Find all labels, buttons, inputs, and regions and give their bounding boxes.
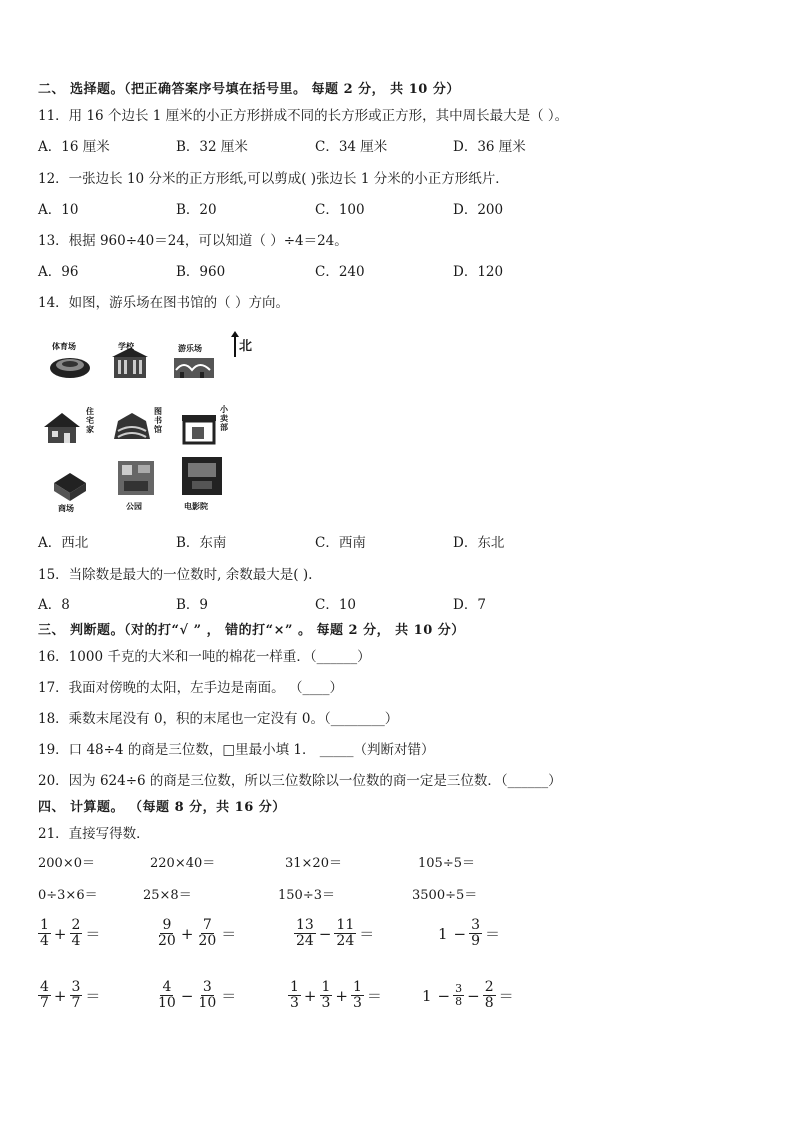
label-cinema: 电影院 <box>184 502 208 511</box>
q11-option-d: D．36 厘米 <box>453 139 526 155</box>
fraction-denominator: 8 <box>455 995 463 1009</box>
fraction-numerator: 3 <box>471 917 481 933</box>
fraction <box>469 918 482 950</box>
fraction-expr-5 <box>38 980 103 1012</box>
q12-option-d: D．200 <box>453 202 504 218</box>
label-amusement-park: 游乐场 <box>178 344 202 353</box>
fraction-denominator: 10 <box>198 995 217 1012</box>
question-21: 21．直接写得数． <box>38 826 150 842</box>
fraction <box>294 918 316 950</box>
q15-option-a: A．8 <box>38 597 70 613</box>
math-operator: − <box>180 986 194 1005</box>
calc-8: 3500÷5＝ <box>412 888 478 903</box>
q14-option-b: B．东南 <box>176 535 227 551</box>
question-15: 15．当除数是最大的一位数时, 余数最大是( ). <box>38 567 313 583</box>
home-icon <box>40 405 88 447</box>
fraction-numerator: 1 <box>40 917 49 933</box>
calc-4: 105÷5＝ <box>418 856 475 871</box>
calc-6: 25×8＝ <box>143 888 192 903</box>
fraction <box>334 918 356 950</box>
fraction-numerator: 1 <box>290 979 299 995</box>
question-14: 14．如图，游乐场在图书馆的（ ）方向。 <box>38 295 289 311</box>
math-operator: − <box>467 986 480 1005</box>
fraction <box>38 918 51 950</box>
math-operator: 1 <box>438 924 448 943</box>
calc-7: 150÷3＝ <box>278 888 335 903</box>
calc-2: 220×40＝ <box>150 856 216 871</box>
shop-icon <box>176 405 224 447</box>
fraction-denominator: 10 <box>158 995 176 1012</box>
q13-option-d: D．120 <box>453 264 504 280</box>
fraction-numerator: 3 <box>71 979 81 995</box>
math-operator: ＝ <box>221 925 237 944</box>
label-home: 住宅家 <box>86 407 94 435</box>
label-park: 公园 <box>126 502 142 511</box>
question-16: 16．1000 千克的大米和一吨的棉花一样重．（______） <box>38 649 371 665</box>
q14-option-d: D．东北 <box>453 535 505 551</box>
fraction-denominator: 3 <box>321 995 331 1012</box>
q14-option-a: A．西北 <box>38 535 89 551</box>
fraction <box>70 980 83 1012</box>
q13-option-a: A．96 <box>38 264 79 280</box>
label-school: 学校 <box>118 342 134 351</box>
question-13: 13．根据 960÷40＝24，可以知道（ ）÷4＝24。 <box>38 233 348 249</box>
fraction-expr-2 <box>156 918 239 950</box>
label-stadium: 体育场 <box>52 342 76 351</box>
math-operator: ＝ <box>85 987 101 1006</box>
q15-option-b: B．9 <box>176 597 209 613</box>
fraction-denominator: 9 <box>471 933 481 950</box>
fraction-denominator: 24 <box>336 933 355 950</box>
math-operator: − <box>453 924 467 943</box>
fraction <box>320 980 333 1012</box>
math-operator: + <box>53 986 67 1005</box>
calc-3: 31×20＝ <box>285 856 342 871</box>
fraction-expr-4 <box>438 918 503 950</box>
math-operator: ＝ <box>221 987 237 1006</box>
question-18: 18．乘数末尾没有 0，积的末尾也一定没有 0。（________） <box>38 711 399 727</box>
q12-option-c: C．100 <box>315 202 365 218</box>
fraction-expr-1 <box>38 918 103 950</box>
q13-option-b: B．960 <box>176 264 226 280</box>
fraction <box>453 983 464 1008</box>
fraction-numerator: 1 <box>353 979 362 995</box>
q15-option-c: C．10 <box>315 597 357 613</box>
north-label: 北 <box>239 339 253 354</box>
mall-icon <box>46 463 94 505</box>
fraction-denominator: 7 <box>40 995 49 1012</box>
calc-5: 0÷3×6＝ <box>38 888 98 903</box>
fraction-expr-7 <box>288 980 385 1012</box>
math-operator: − <box>437 986 451 1005</box>
fraction-denominator: 7 <box>71 995 81 1012</box>
question-19: 19．口 48÷4 的商是三位数，□里最小填 1． _____（判断对错） <box>38 742 435 758</box>
math-operator: ＝ <box>359 925 375 944</box>
fraction-numerator: 13 <box>296 917 314 933</box>
calc-1: 200×0＝ <box>38 856 95 871</box>
fraction <box>156 980 178 1012</box>
q15-option-d: D．7 <box>453 597 486 613</box>
section-3-heading: 三、 判断题。（对的打“√ ” ， 错的打“×” 。 每题 2 分， 共 10 分） <box>38 623 465 638</box>
fraction-denominator: 20 <box>198 933 217 950</box>
fraction <box>70 918 83 950</box>
fraction <box>483 980 496 1012</box>
fraction-numerator: 7 <box>202 917 212 933</box>
fraction-denominator: 4 <box>40 933 49 950</box>
math-operator: + <box>53 924 67 943</box>
math-operator: + <box>180 924 194 943</box>
fraction-denominator: 8 <box>484 995 494 1012</box>
fraction <box>196 918 218 950</box>
fraction <box>351 980 364 1012</box>
math-operator: ＝ <box>85 925 101 944</box>
cinema-icon <box>178 455 226 497</box>
fraction-numerator: 1 <box>321 979 331 995</box>
section-2-heading: 二、 选择题。（把正确答案序号填在括号里。 每题 2 分， 共 10 分） <box>38 82 460 97</box>
fraction-numerator: 2 <box>71 917 81 933</box>
question-17: 17．我面对傍晚的太阳，左手边是南面。 （____） <box>38 680 343 696</box>
fraction-expr-8 <box>422 980 517 1012</box>
q13-option-c: C．240 <box>315 264 365 280</box>
fraction <box>288 980 301 1012</box>
fraction-numerator: 2 <box>484 979 494 995</box>
math-operator: ＝ <box>485 925 501 944</box>
q11-option-b: B．32 厘米 <box>176 139 248 155</box>
fraction-numerator: 3 <box>202 979 212 995</box>
fraction-denominator: 3 <box>290 995 299 1012</box>
fraction-denominator: 24 <box>296 933 314 950</box>
question-11: 11．用 16 个边长 1 厘米的小正方形拼成不同的长方形或正方形，其中周长最大是（ ）。 <box>38 108 569 124</box>
question-20: 20．因为 624÷6 的商是三位数，所以三位数除以一位数的商一定是三位数．（______） <box>38 773 562 789</box>
math-operator: − <box>318 924 332 943</box>
fraction-expr-6 <box>156 980 239 1012</box>
q14-option-c: C．西南 <box>315 535 366 551</box>
label-shop: 小卖部 <box>220 405 228 433</box>
math-operator: + <box>335 986 348 1005</box>
fraction-numerator: 4 <box>40 979 49 995</box>
q12-option-a: A．10 <box>38 202 79 218</box>
label-mall: 商场 <box>58 504 74 513</box>
q11-option-c: C．34 厘米 <box>315 139 388 155</box>
fraction-numerator: 4 <box>162 979 172 995</box>
fraction-expr-3 <box>294 918 377 950</box>
fraction-numerator: 11 <box>336 917 355 933</box>
fraction <box>38 980 51 1012</box>
math-operator: ＝ <box>498 987 514 1006</box>
q12-option-b: B．20 <box>176 202 217 218</box>
math-operator: 1 <box>422 986 432 1005</box>
fraction <box>196 980 218 1012</box>
fraction <box>156 918 178 950</box>
fraction-numerator: 3 <box>455 982 463 996</box>
fraction-denominator: 3 <box>353 995 362 1012</box>
fraction-denominator: 20 <box>158 933 176 950</box>
q11-option-a: A．16 厘米 <box>38 139 110 155</box>
label-library: 图书馆 <box>154 407 162 435</box>
direction-map-figure <box>38 325 268 515</box>
fraction-denominator: 4 <box>71 933 81 950</box>
park-icon <box>112 457 160 499</box>
question-12: 12．一张边长 10 分米的正方形纸,可以剪成( )张边长 1 分米的小正方形纸片． <box>38 171 509 187</box>
fraction-numerator: 9 <box>162 917 172 933</box>
library-icon <box>108 405 156 447</box>
math-operator: ＝ <box>366 987 382 1006</box>
math-operator: + <box>303 986 317 1005</box>
section-4-heading: 四、 计算题。 （每题 8 分，共 16 分） <box>38 800 286 815</box>
